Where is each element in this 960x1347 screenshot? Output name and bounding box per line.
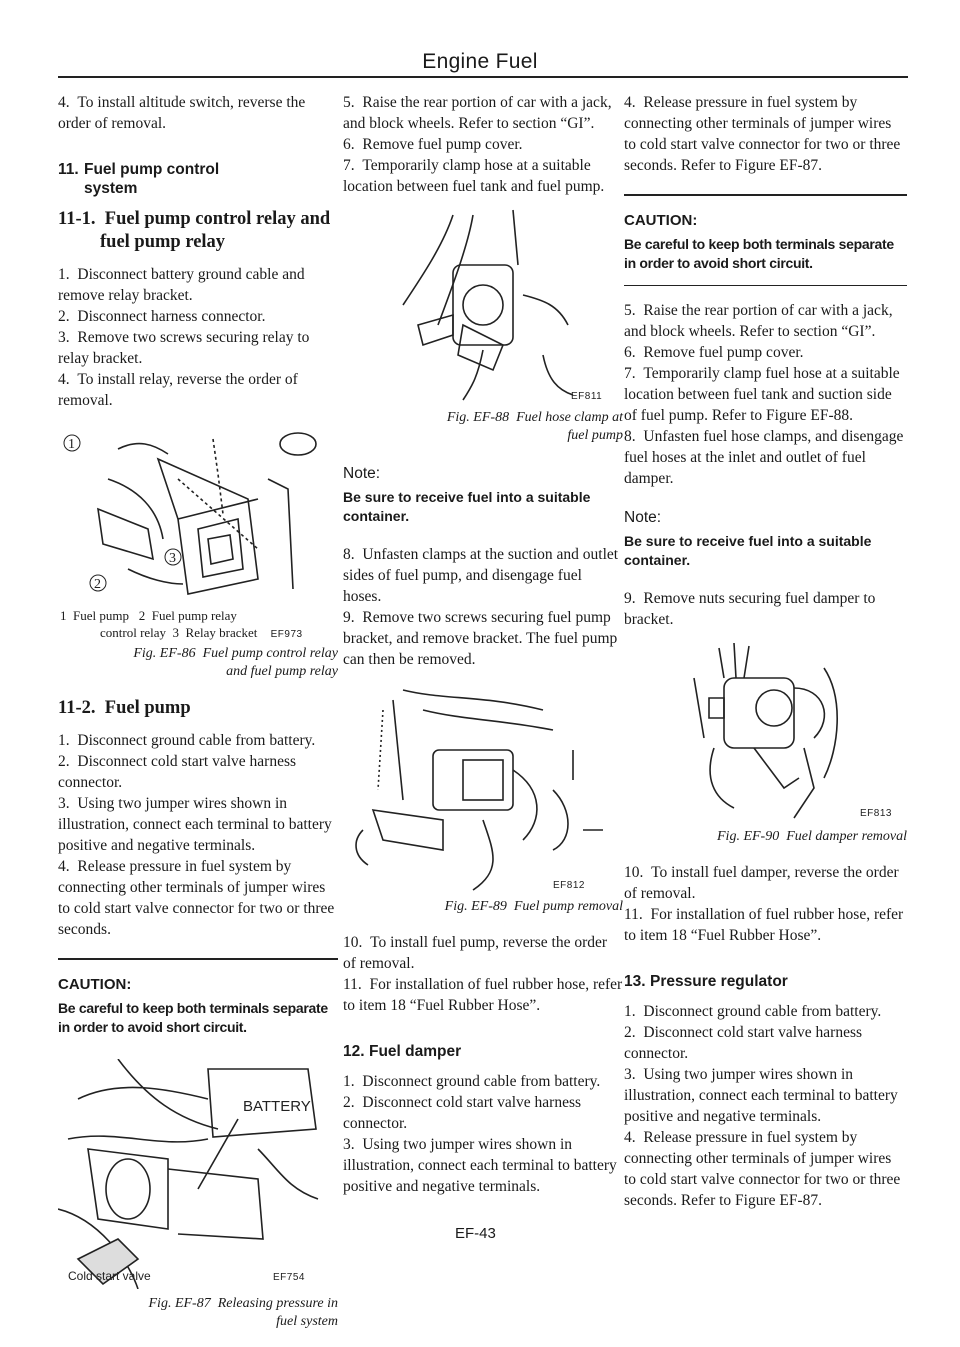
step: 1. Disconnect ground cable from battery.: [343, 1073, 601, 1090]
paragraph: 4. Release pressure in fuel system by connecting other terminals of jumper wires to cold start valve connector for two or three seconds. Refer to Figure EF-87.: [624, 94, 901, 174]
step: 7. Temporarily clamp fuel hose at a suitable location between fuel tank and suction side of fuel pump. Refer to Figure EF-88.: [624, 365, 900, 424]
figure-caption: [58, 645, 338, 681]
step: 11. For installation of fuel rubber hose, refer to item 18 “Fuel Rubber Hose”.: [624, 906, 904, 944]
relay-bracket-illustration: [58, 419, 338, 601]
step: 10. To install fuel pump, reverse the order of removal.: [343, 934, 608, 972]
column-left: [58, 92, 338, 1347]
step: 4. Release pressure in fuel system by connecting other terminals of jumper wires to cold start valve connector for two or three seconds.: [58, 858, 335, 938]
engine-bay-illustration: [58, 1059, 338, 1289]
note-text: Be sure to receive fuel into a suitable container.: [343, 489, 591, 524]
figure-legend: [58, 607, 338, 643]
figure-ef90: [624, 638, 907, 822]
section-number: 12.: [343, 1043, 365, 1060]
caution-text: Be careful to keep both terminals separate in order to avoid short circuit.: [58, 1000, 328, 1035]
battery-label: BATTERY: [243, 1098, 311, 1115]
header-rule: [58, 76, 908, 78]
step: 2. Disconnect harness connector.: [58, 308, 266, 325]
section-title-line1: Fuel pump control: [84, 161, 220, 178]
step: 2. Disconnect cold start valve harness connector.: [624, 1024, 863, 1062]
figure-caption: [58, 1295, 338, 1331]
step: 3. Using two jumper wires shown in illustration, connect each terminal to battery positive and negative terminals.: [624, 1066, 898, 1125]
caption-line: Fig. EF-86 Fuel pump control relay: [133, 646, 338, 661]
step: 3. Using two jumper wires shown in illustration, connect each terminal to battery positive and negative terminals.: [58, 795, 332, 854]
callout-1: 1: [68, 437, 75, 452]
caution-title: CAUTION:: [624, 212, 698, 229]
callout-3: 3: [169, 551, 176, 566]
page-header-title: Engine Fuel: [422, 50, 538, 73]
step: 9. Remove two screws securing fuel pump bracket, and remove bracket. The fuel pump can then be removed.: [343, 609, 618, 668]
fuel-pump-removal-illustration: [343, 680, 623, 892]
figure-ef87: [58, 1059, 338, 1289]
column-right: [624, 92, 907, 1211]
figure-ef89: [343, 680, 623, 892]
caption-line: fuel pump: [567, 428, 623, 443]
step: 11. For installation of fuel rubber hose, refer to item 18 “Fuel Rubber Hose”.: [343, 976, 623, 1014]
fuel-hose-clamp-illustration: [343, 205, 623, 403]
caption-line: Fig. EF-88 Fuel hose clamp at: [446, 410, 623, 425]
figure-code: EF811: [571, 391, 603, 402]
note-title: Note:: [624, 509, 662, 526]
step: 5. Raise the rear portion of car with a jack, and block wheels. Refer to section “GI”.: [343, 94, 612, 132]
step: 1. Disconnect ground cable from battery.: [58, 732, 316, 749]
figure-caption: Fig. EF-90 Fuel damper removal: [717, 829, 907, 844]
caution-bottom-rule: [624, 285, 907, 286]
subsection-title-line1: 11-1. Fuel pump control relay and: [58, 209, 331, 229]
callout-2: 2: [94, 577, 101, 592]
step: 4. Release pressure in fuel system by connecting other terminals of jumper wires to cold start valve connector for two or three seconds. Refer to Figure EF-87.: [624, 1129, 901, 1209]
step: 1. Disconnect ground cable from battery.: [624, 1003, 882, 1020]
figure-code: EF973: [270, 629, 303, 640]
step: 7. Temporarily clamp hose at a suitable location between fuel tank and fuel pump.: [343, 157, 605, 195]
note-text: Be sure to receive fuel into a suitable container.: [624, 533, 872, 568]
section-title-line1: Pressure regulator: [650, 973, 788, 990]
figure-caption: [343, 409, 623, 445]
figure-ef88: [343, 205, 623, 403]
section-heading-11: [58, 160, 338, 198]
legend-line: 1 Fuel pump 2 Fuel pump relay: [60, 608, 237, 623]
figure-caption: Fig. EF-89 Fuel pump removal: [444, 899, 623, 914]
caption-line: and fuel pump relay: [226, 664, 338, 679]
caption-line: fuel system: [276, 1314, 338, 1329]
step: 8. Unfasten clamps at the suction and outlet sides of fuel pump, and disengage fuel hoses.: [343, 546, 619, 605]
caution-title: CAUTION:: [58, 976, 132, 993]
section-number: 13.: [624, 973, 646, 990]
step: 3. Remove two screws securing relay to relay bracket.: [58, 329, 310, 367]
step: 2. Disconnect cold start valve harness connector.: [343, 1094, 582, 1132]
step: 2. Disconnect cold start valve harness connector.: [58, 753, 297, 791]
paragraph: 4. To install altitude switch, reverse the order of removal.: [58, 94, 306, 132]
step: 3. Using two jumper wires shown in illustration, connect each terminal to battery positive and negative terminals.: [343, 1136, 617, 1195]
step: 9. Remove nuts securing fuel damper to bracket.: [624, 590, 876, 628]
figure-code: EF754: [273, 1272, 305, 1283]
caption-line: Fig. EF-87 Releasing pressure in: [148, 1296, 338, 1311]
step: 6. Remove fuel pump cover.: [343, 136, 523, 153]
step: 6. Remove fuel pump cover.: [624, 344, 804, 361]
fuel-damper-removal-illustration: [624, 638, 907, 822]
column-middle: [343, 92, 623, 1197]
section-title-line1: Fuel damper: [369, 1043, 462, 1060]
figure-code: EF812: [553, 880, 585, 891]
page-number: EF-43: [455, 1225, 496, 1242]
step: 4. To install relay, reverse the order of removal.: [58, 371, 298, 409]
section-heading-12: [343, 1042, 623, 1061]
step: 8. Unfasten fuel hose clamps, and disengage fuel hoses at the inlet and outlet of fuel damper.: [624, 428, 904, 487]
figure-ef86: [58, 419, 338, 601]
note-title: Note:: [343, 465, 381, 482]
caution-rule: [58, 958, 338, 960]
caution-text: Be careful to keep both terminals separate in order to avoid short circuit.: [624, 236, 894, 271]
section-heading-13: [624, 972, 907, 991]
subsection-heading-11-2: 11-2. Fuel pump: [58, 698, 191, 718]
section-number: 11.: [58, 161, 79, 178]
step: 10. To install fuel damper, reverse the order of removal.: [624, 864, 899, 902]
legend-line: control relay 3 Relay bracket: [100, 625, 258, 640]
caution-rule: [624, 194, 907, 196]
callout-label: Cold start valve: [68, 1269, 151, 1283]
subsection-title-line2: fuel pump relay: [100, 232, 226, 252]
section-title-line2: system: [84, 180, 138, 197]
step: 1. Disconnect battery ground cable and remove relay bracket.: [58, 266, 305, 304]
subsection-heading-11-1: [58, 208, 338, 254]
step: 5. Raise the rear portion of car with a jack, and block wheels. Refer to section “GI”.: [624, 302, 893, 340]
figure-code: EF813: [860, 808, 892, 819]
